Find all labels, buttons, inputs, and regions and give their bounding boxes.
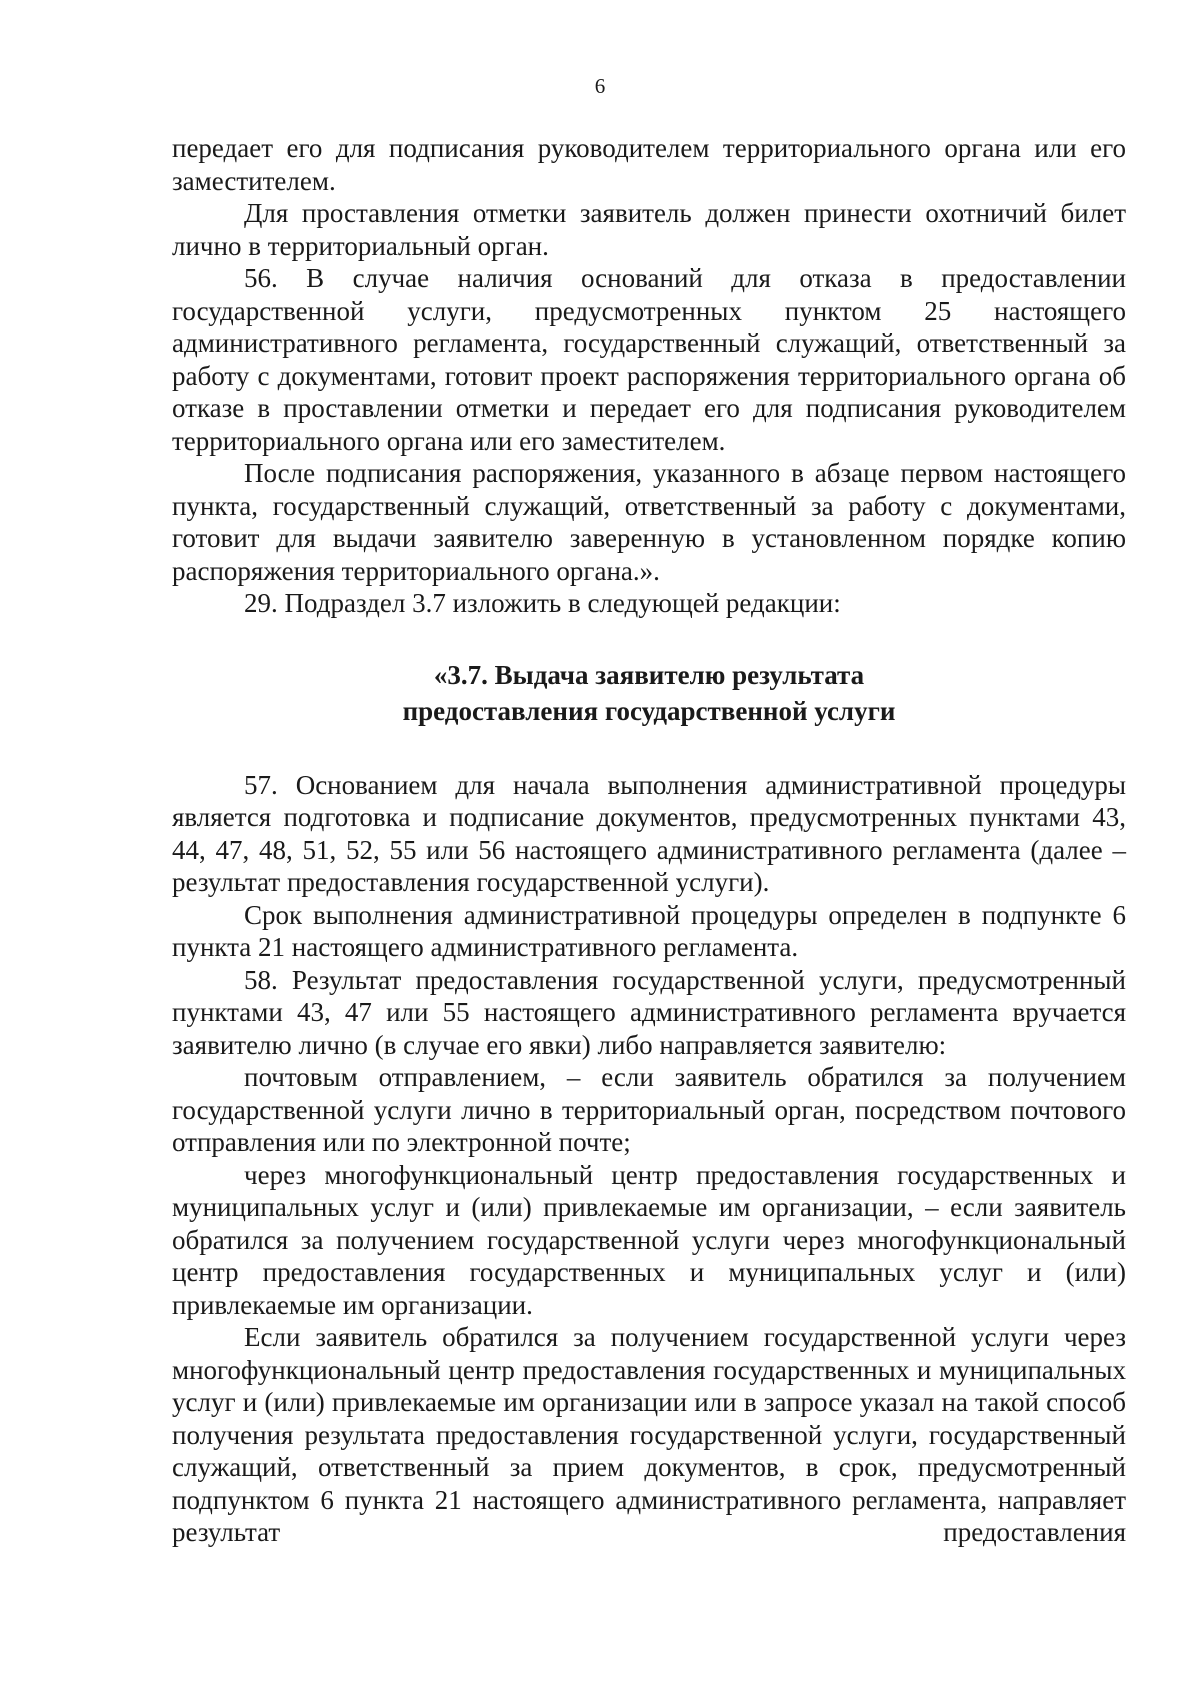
section-heading-line: предоставления государственной услуги	[402, 695, 896, 726]
page-number: 6	[594, 74, 606, 98]
paragraph: Срок выполнения административной процедуры определен в подпункте 6 пункта 21 настоящего административного регламента.	[172, 899, 1126, 962]
paragraph: Если заявитель обратился за получением государственной услуги через многофункциональный центр предоставления государственных и муниципальных услуг и (или) привлекаемые им организации или в запросе указал на такой способ получения результата предоставления государственной услуги, государственный служащий, ответственный за прием документов, в срок, предусмотренный подпунктом 6 пункта 21 настоящего административного регламента, направляет результат предоставления	[172, 1322, 1126, 1547]
paragraph-item-57: 57. Основанием для начала выполнения административной процедуры является подготовка и подписание документов, предусмотренных пунктами 43, 44, 47, 48, 51, 52, 55 или 56 настоящего административного регламента (далее – результат предоставления государственной услуги).	[172, 769, 1126, 897]
document-body	[172, 132, 1126, 1549]
paragraph: через многофункциональный центр предоставления государственных и муниципальных услуг и (или) привлекаемые им организации, – если заявитель обратился за получением государственной услуги через многофункциональный центр предоставления государственных и муниципальных услуг и (или) привлекаемые им организации.	[172, 1159, 1126, 1320]
paragraph-item-56: 56. В случае наличия оснований для отказа в предоставлении государственной услуги, предусмотренных пунктом 25 настоящего административного регламента, государственный служащий, ответственный за работу с документами, готовит проект распоряжения территориального органа об отказе в проставлении отметки и передает его для подписания руководителем территориального органа или его заместителем.	[172, 263, 1126, 456]
paragraph-item-29: 29. Подраздел 3.7 изложить в следующей редакции:	[244, 588, 841, 618]
section-heading	[172, 657, 1126, 729]
paragraph: почтовым отправлением, – если заявитель обратился за получением государственной услуги лично в территориальный орган, посредством почтового отправления или по электронной почте;	[172, 1062, 1126, 1157]
paragraph: После подписания распоряжения, указанного в абзаце первом настоящего пункта, государственный служащий, ответственный за работу с документами, готовит для выдачи заявителю заверенную в установленном порядке копию распоряжения территориального органа.».	[172, 458, 1126, 586]
section-heading-line: «3.7. Выдача заявителю результата	[433, 659, 865, 690]
paragraph: передает его для подписания руководителем территориального органа или его заместителем.	[172, 133, 1126, 196]
paragraph: Для проставления отметки заявитель должен принести охотничий билет лично в территориальный орган.	[172, 198, 1126, 261]
paragraph-item-58: 58. Результат предоставления государственной услуги, предусмотренный пунктами 43, 47 или 55 настоящего административного регламента вручается заявителю лично (в случае его явки) либо направляется заявителю:	[172, 964, 1126, 1060]
